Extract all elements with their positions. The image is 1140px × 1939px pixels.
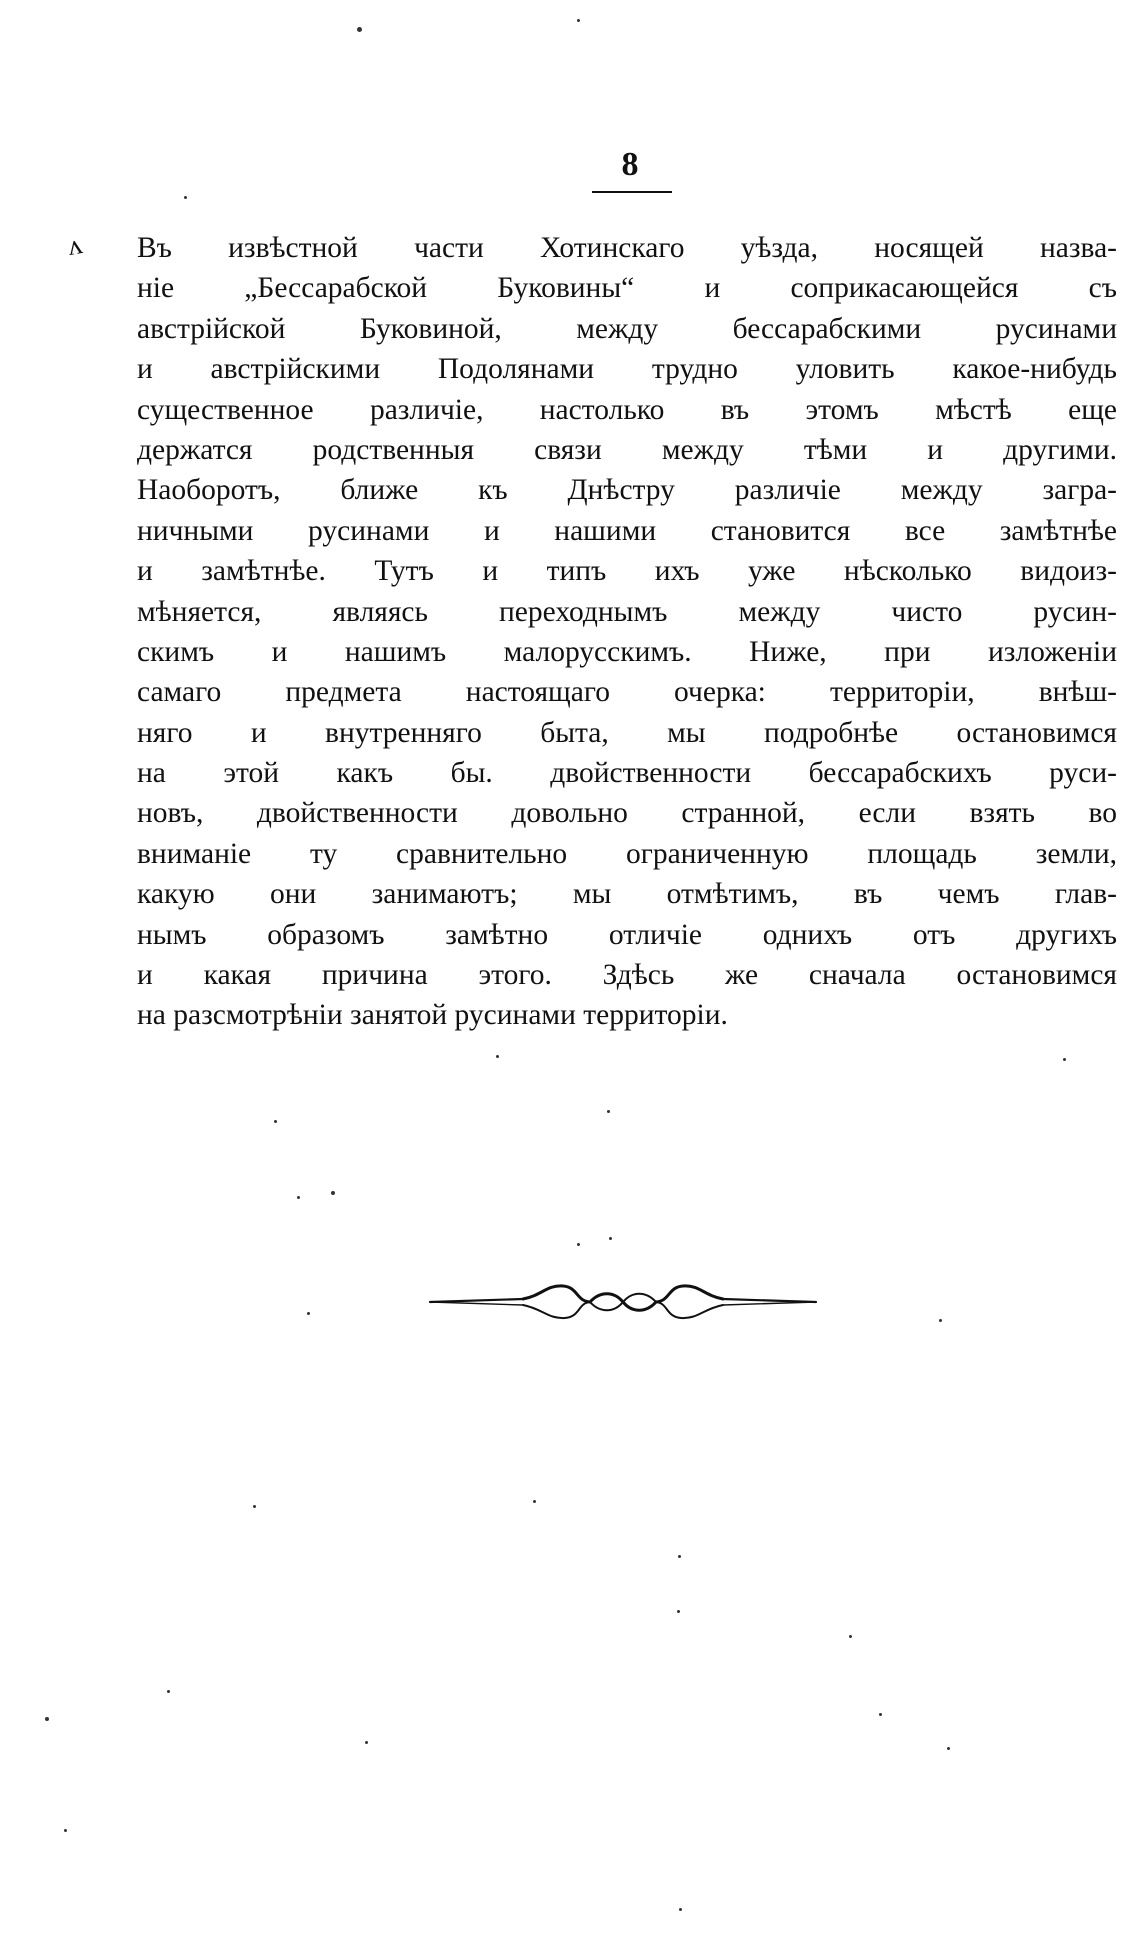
text-line: держатся родственныя связи между тѣми и другими.: [137, 433, 1117, 466]
text-line: новъ, двойственности довольно странной, если взять во: [137, 797, 1117, 830]
text-line: ничными русинами и нашими становится все замѣтнѣе: [137, 514, 1117, 547]
text-line: няго и внутренняго быта, мы подробнѣе остановимся: [137, 716, 1117, 749]
text-line: австрійской Буковиной, между бессарабскими русинами: [137, 312, 1117, 345]
print-speck: [184, 196, 187, 199]
print-speck: [679, 1908, 682, 1911]
print-speck: [607, 1110, 610, 1113]
print-speck: [307, 1312, 310, 1315]
print-speck: [253, 1505, 256, 1508]
print-speck: [167, 1690, 170, 1693]
text-line: нымъ образомъ замѣтно отличіе однихъ отъ другихъ: [137, 918, 1117, 951]
page-number: 8: [621, 146, 639, 183]
print-speck: [577, 19, 580, 22]
margin-mark: ʌ: [65, 229, 85, 262]
text-line: вниманіе ту сравнительно ограниченную площадь земли,: [137, 837, 1117, 870]
text-line: какую они занимаютъ; мы отмѣтимъ, въ чемъ глав-: [137, 878, 1117, 911]
text-line: самаго предмета настоящаго очерка: территоріи, внѣш-: [137, 676, 1117, 709]
print-speck: [274, 1120, 277, 1123]
print-speck: [939, 1319, 942, 1322]
print-speck: [677, 1610, 680, 1613]
scroll-flourish-icon: [428, 1277, 818, 1327]
print-speck: [331, 1191, 335, 1195]
text-line: Въ извѣстной части Хотинскаго уѣзда, носящей назва-: [137, 232, 1117, 264]
print-speck: [609, 1237, 612, 1240]
text-line: и австрійскими Подолянами трудно уловить какое-нибудь: [137, 353, 1117, 386]
print-speck: [496, 1055, 499, 1058]
print-speck: [365, 1741, 368, 1744]
text-line: Наоборотъ, ближе къ Днѣстру различіе между загра-: [137, 474, 1117, 507]
print-speck: [849, 1635, 852, 1638]
text-line: и какая причина этого. Здѣсь же сначала остановимся: [137, 959, 1117, 992]
print-speck: [1063, 1058, 1066, 1061]
text-line: мѣняется, являясь переходнымъ между чисто русин-: [137, 595, 1117, 628]
page-number-rule: [592, 191, 672, 193]
print-speck: [297, 1196, 300, 1199]
text-line: ніе „Бессарабской Буковины“ и соприкасающейся съ: [137, 272, 1117, 305]
print-speck: [45, 1717, 49, 1721]
text-line: и замѣтнѣе. Тутъ и типъ ихъ уже нѣсколько видоиз-: [137, 555, 1117, 588]
text-line: на разсмотрѣніи занятой русинами территоріи.: [137, 999, 728, 1032]
print-speck: [678, 1555, 681, 1558]
print-speck: [577, 1243, 580, 1246]
text-line: существенное различіе, настолько въ этомъ мѣстѣ еще: [137, 393, 1117, 426]
print-speck: [947, 1747, 950, 1750]
print-speck: [64, 1829, 67, 1832]
text-line: на этой какъ бы. двойственности бессарабскихъ руси-: [137, 757, 1117, 790]
print-speck: [879, 1713, 882, 1716]
paragraph: [137, 228, 1117, 1036]
print-speck: [533, 1500, 536, 1503]
print-speck: [357, 27, 362, 32]
text-line: скимъ и нашимъ малорусскимъ. Ниже, при изложеніи: [137, 635, 1117, 668]
